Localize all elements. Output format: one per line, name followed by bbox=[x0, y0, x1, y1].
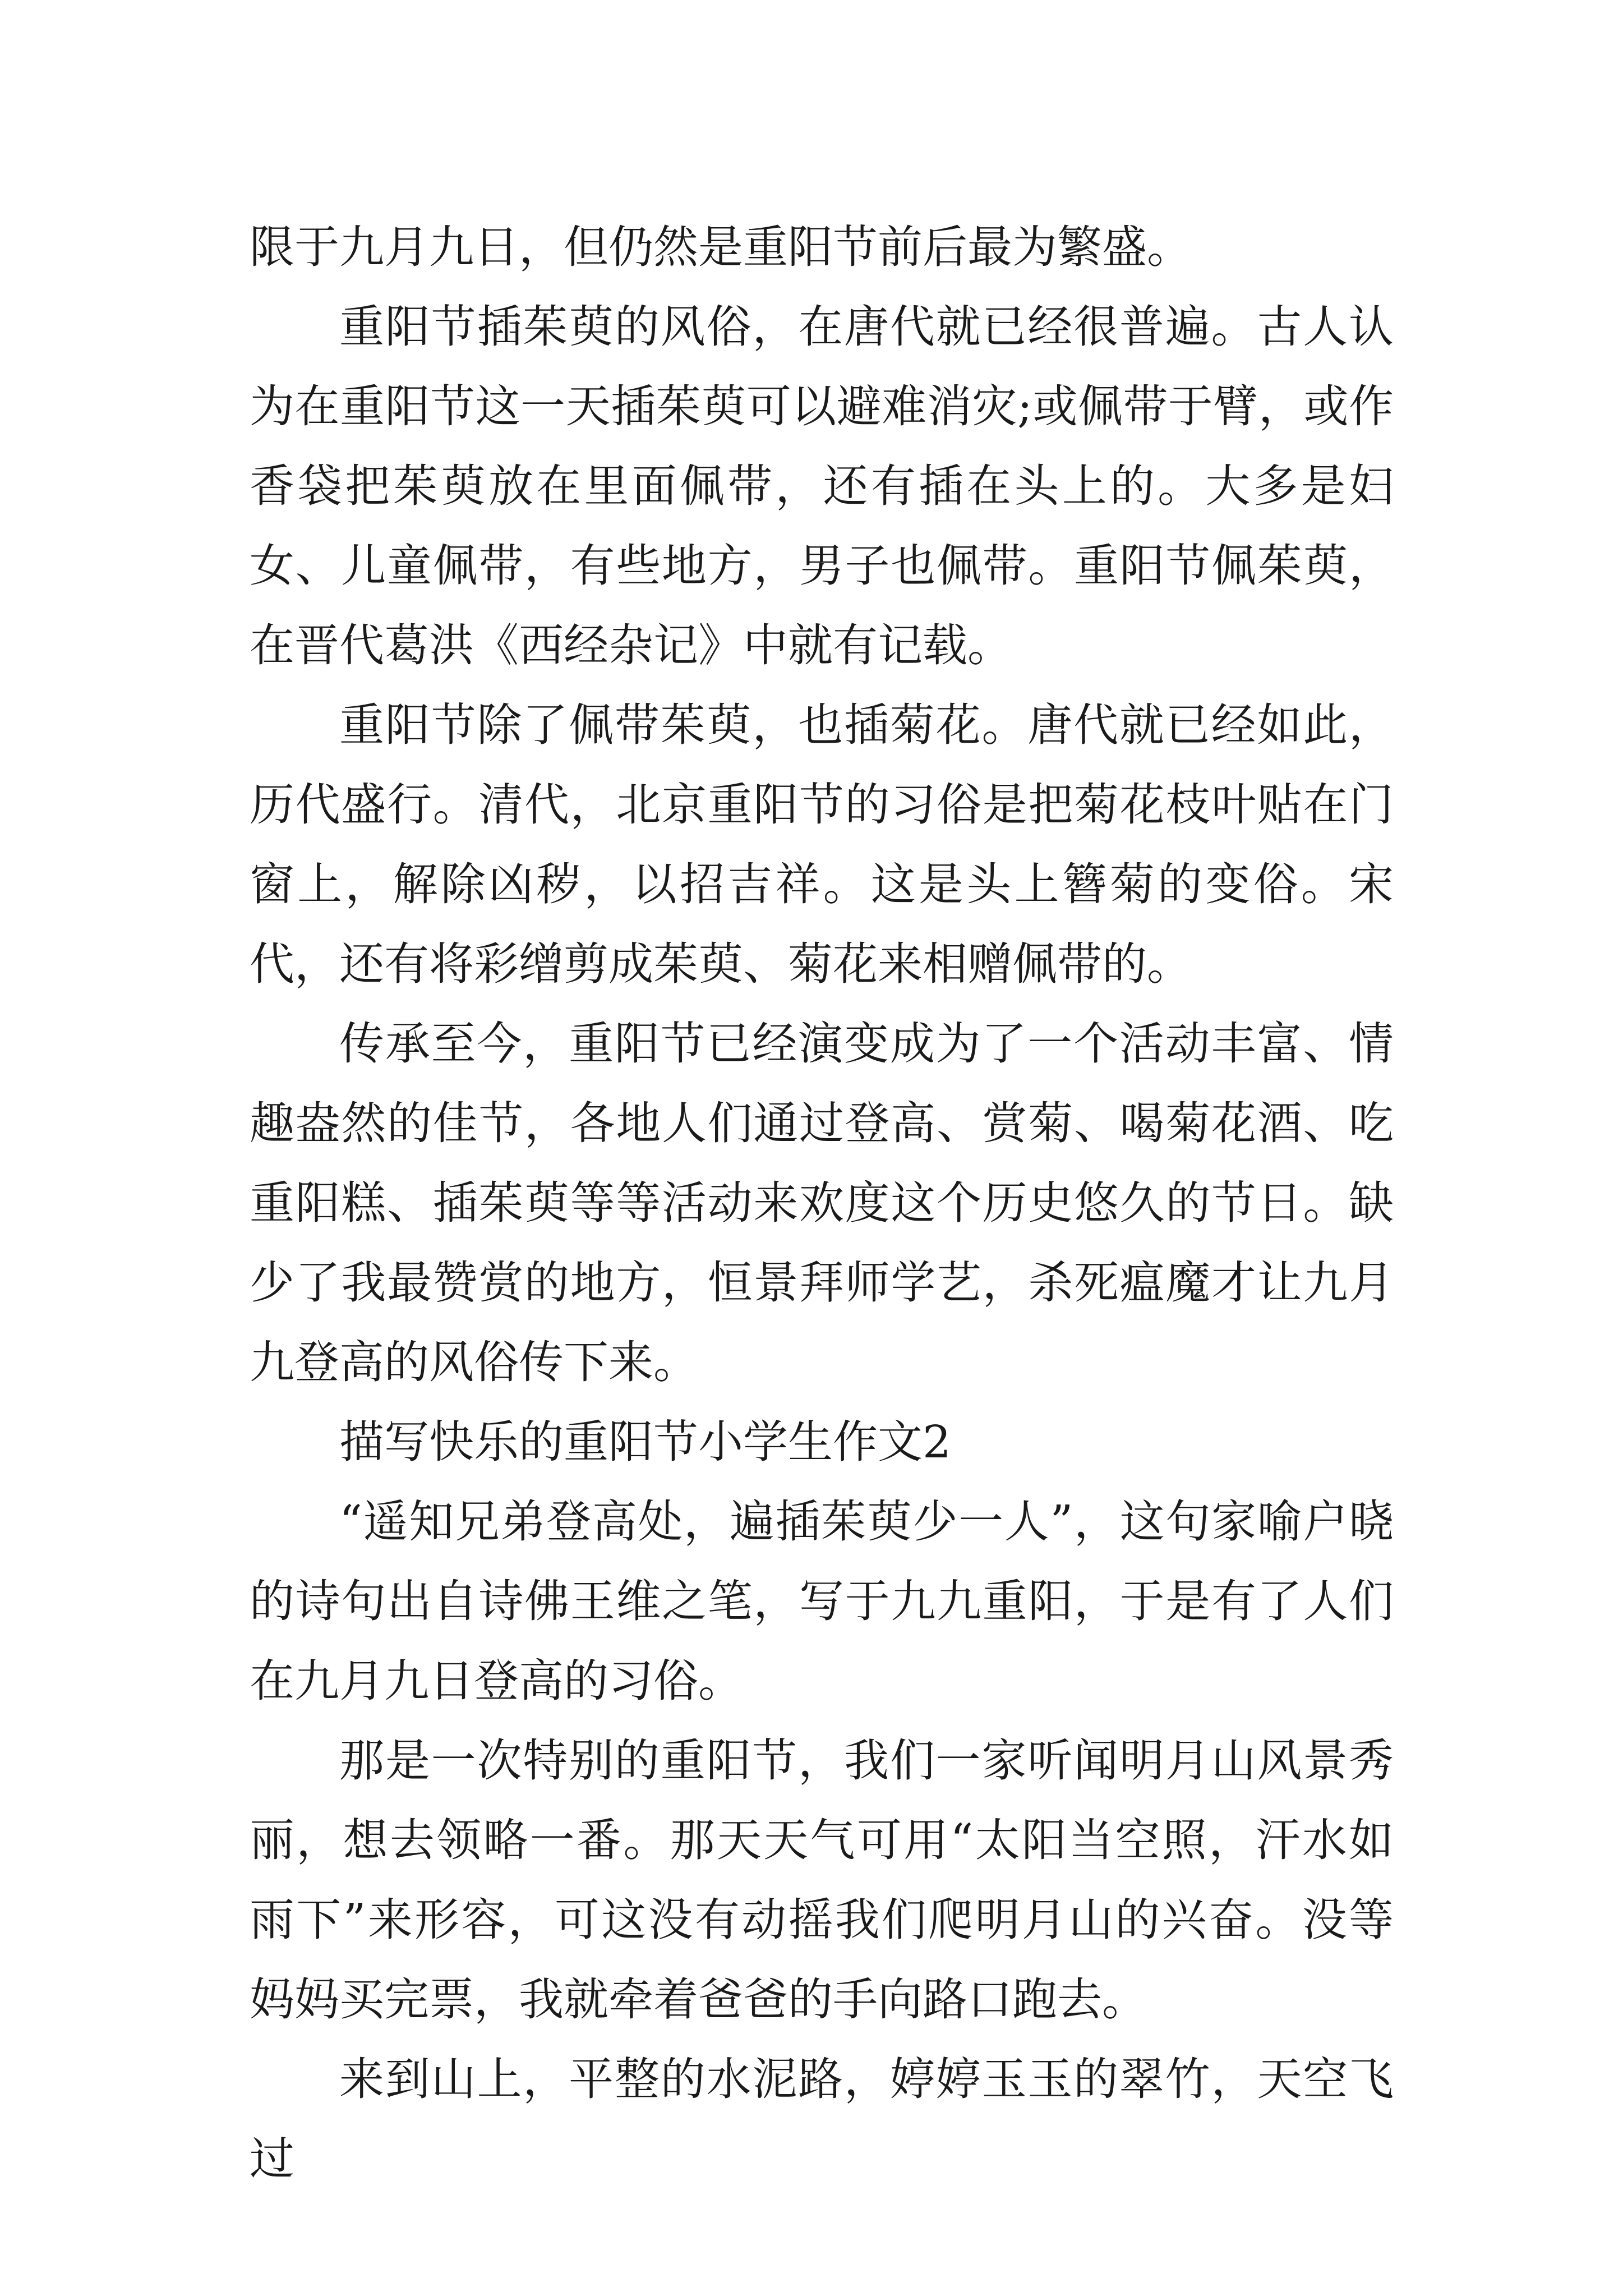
paragraph-mingyue-mountain: 那是一次特别的重阳节，我们一家听闻明月山风景秀丽，想去领略一番。那天天气可用“太阳当空照，汗水如雨下”来形容，可这没有动摇我们爬明月山的兴奋。没等妈妈买完票，我就牵着爸爸的手向路口跑去。 bbox=[250, 1734, 1394, 2026]
paragraph-continued: 限于九月九日，但仍然是重阳节前后最为繁盛。 bbox=[250, 221, 1192, 273]
paragraph-poem-quote: “遥知兄弟登高处，遍插茱萸少一人”，这句家喻户晓的诗句出自诗佛王维之笔，写于九九重阳，于是有了人们在九月九日登高的习俗。 bbox=[250, 1496, 1394, 1707]
paragraph-chrysanthemum: 重阳节除了佩带茱萸，也插菊花。唐代就已经如此，历代盛行。清代，北京重阳节的习俗是把菊花枝叶贴在门窗上，解除凶秽，以招吉祥。这是头上簪菊的变俗。宋代，还有将彩缯剪成茱萸、菊花来相赠佩带的。 bbox=[250, 699, 1394, 990]
paragraph-heritage: 传承至今，重阳节已经演变成为了一个活动丰富、情趣盎然的佳节，各地人们通过登高、赏菊、喝菊花酒、吃重阳糕、插茱萸等等活动来欢度这个历史悠久的节日。缺少了我最赞赏的地方，恒景拜师学艺，杀死瘟魔才让九月九登高的风俗传下来。 bbox=[250, 1018, 1394, 1388]
document-body bbox=[250, 208, 1394, 2199]
paragraph-on-mountain: 来到山上，平整的水泥路，婷婷玉玉的翠竹，天空飞过 bbox=[250, 2053, 1394, 2185]
section-heading: 描写快乐的重阳节小学生作文2 bbox=[339, 1416, 951, 1468]
paragraph-zhuyu-custom: 重阳节插茱萸的风俗，在唐代就已经很普遍。古人认为在重阳节这一天插茱萸可以避难消灾;或佩带于臂，或作香袋把茱萸放在里面佩带，还有插在头上的。大多是妇女、儿童佩带，有些地方，男子也佩带。重阳节佩茱萸，在晋代葛洪《西经杂记》中就有记载。 bbox=[250, 301, 1394, 671]
